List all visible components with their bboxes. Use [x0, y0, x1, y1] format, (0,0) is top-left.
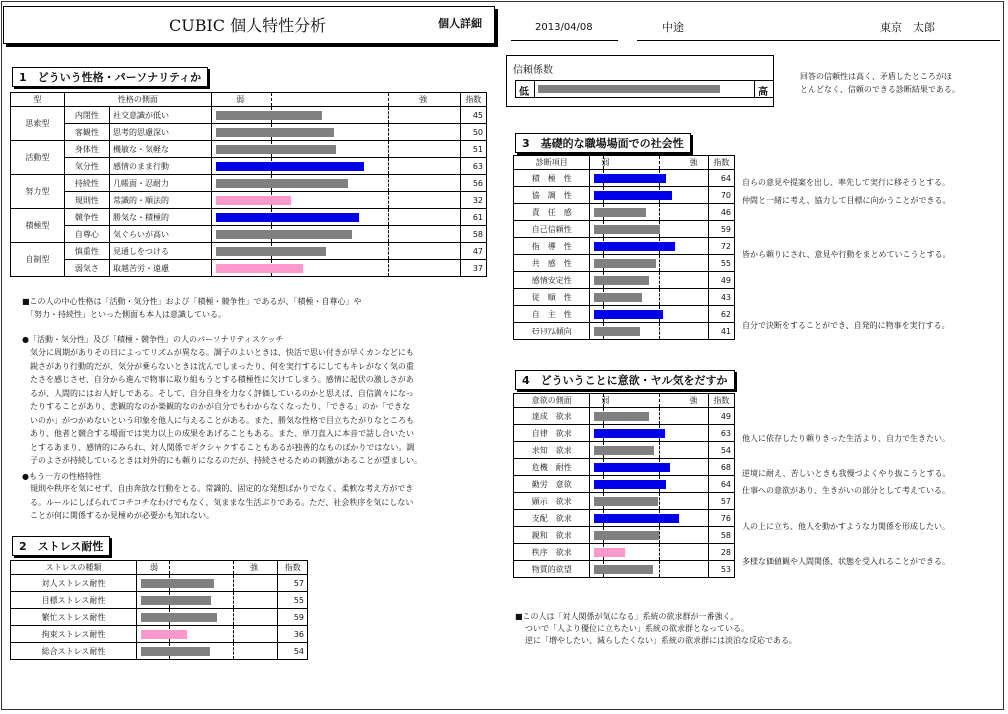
scale-gridline [659, 442, 660, 458]
score-bar-cell [590, 459, 708, 476]
score-bar [216, 128, 334, 137]
item-label: 協 調 性 [514, 187, 590, 204]
score-bar-cell [212, 158, 461, 175]
table-row [514, 408, 735, 425]
scale-gridline [388, 124, 389, 140]
item-label: 自己信頼性 [514, 221, 590, 238]
item-score: 57 [708, 493, 734, 510]
item-label: ﾓﾗﾄﾘｱﾑ傾向 [514, 323, 590, 340]
item-score: 64 [708, 170, 734, 187]
table-row [11, 260, 487, 277]
stress-score: 36 [278, 626, 308, 643]
score-bar [141, 630, 187, 639]
trait-description: 気ぐらいが高い [109, 226, 211, 243]
table-row [514, 238, 735, 255]
item-label: 自律 欲求 [514, 425, 590, 442]
item-score: 43 [708, 289, 734, 306]
score-bar [594, 293, 642, 302]
score-bar [141, 613, 217, 622]
scale-header [590, 156, 708, 170]
score-bar [594, 531, 659, 540]
score-bar-cell [590, 493, 708, 510]
item-comment: 多様な価値観や人間関係、状態を受入れることができる。 [742, 556, 950, 566]
score-bar [216, 230, 352, 239]
scale-gridline [659, 544, 660, 560]
item-label: 責 任 感 [514, 204, 590, 221]
score-bar [594, 463, 670, 472]
score-bar [594, 412, 649, 421]
col-aspect-header: 性格の側面 [64, 93, 211, 107]
score-bar-cell [590, 221, 708, 238]
score-bar-cell [590, 561, 708, 578]
trait-description: 見通しをつける [109, 243, 211, 260]
col-score-header: 指数 [708, 156, 734, 170]
trait-name: 持続性 [64, 175, 109, 192]
s4-summary-1: ■この人は「対人関係が気になる」系統の欲求群が一番強く、 [515, 612, 739, 621]
report-category: 中途 [662, 21, 684, 34]
date-underline [511, 40, 618, 41]
scale-gridline [659, 408, 660, 424]
report-date: 2013/04/08 [535, 22, 593, 33]
item-label: 顕示 欲求 [514, 493, 590, 510]
table-row [11, 192, 487, 209]
stress-score: 57 [278, 575, 308, 592]
s4-summary-3: 逆に「増やしたい、減らしたくない」系統の欲求群には淡泊な反応である。 [525, 636, 797, 645]
score-bar-cell [590, 544, 708, 561]
score-bar [594, 480, 666, 489]
trait-score: 56 [460, 175, 486, 192]
col-stress-header: ストレスの種類 [11, 561, 137, 575]
table-row [514, 459, 735, 476]
table-header-row [514, 156, 735, 170]
section3-heading: 3 基礎的な職場場面での社会性 [515, 133, 691, 153]
scale-gridline [271, 93, 272, 106]
scale-gridline [169, 561, 170, 574]
score-bar [594, 208, 646, 217]
item-score: 55 [708, 255, 734, 272]
score-bar-cell [590, 323, 708, 340]
table-row [514, 306, 735, 323]
trait-name: 身体性 [64, 141, 109, 158]
table-row [514, 170, 735, 187]
score-bar-cell [590, 425, 708, 442]
scale-weak-label: 弱 [601, 396, 610, 405]
stress-type: 拘束ストレス耐性 [11, 626, 137, 643]
scale-gridline [659, 323, 660, 339]
table-row [11, 592, 308, 609]
item-label: 共 感 性 [514, 255, 590, 272]
trait-description: 几帳面・忍耐力 [109, 175, 211, 192]
trait-score: 51 [460, 141, 486, 158]
reliability-high-label: 高 [758, 87, 768, 98]
item-label: 従 順 性 [514, 289, 590, 306]
score-bar [594, 514, 679, 523]
table-row [514, 493, 735, 510]
item-label: 自 主 性 [514, 306, 590, 323]
reliability-bar [538, 85, 720, 93]
trait-name: 規則性 [64, 192, 109, 209]
scale-gridline [233, 575, 234, 591]
score-bar-cell [590, 255, 708, 272]
item-label: 求知 欲求 [514, 442, 590, 459]
scale-gridline [659, 289, 660, 305]
item-score: 54 [708, 442, 734, 459]
item-score: 76 [708, 510, 734, 527]
col-score-header: 指数 [708, 394, 734, 408]
scale-gridline [233, 643, 234, 659]
trait-score: 50 [460, 124, 486, 141]
table-row [514, 510, 735, 527]
score-bar-cell [590, 442, 708, 459]
item-comment: 仕事への意欲があり、生きがいの部分として考えている。 [742, 486, 950, 496]
score-bar-cell [212, 243, 461, 260]
score-bar-cell [137, 609, 278, 626]
scale-gridline [388, 175, 389, 191]
score-bar [594, 565, 653, 574]
score-bar [216, 179, 348, 188]
score-bar-cell [590, 289, 708, 306]
score-bar-cell [590, 272, 708, 289]
scale-weak-label: 弱 [601, 158, 610, 167]
score-bar-cell [590, 204, 708, 221]
score-bar [141, 596, 211, 605]
score-bar-cell [212, 141, 461, 158]
item-score: 41 [708, 323, 734, 340]
scale-gridline [659, 204, 660, 220]
item-comment: 仲間と一緒に考え、協力して目標に向かうことができる。 [742, 195, 951, 205]
scale-gridline [388, 209, 389, 225]
score-bar-cell [590, 408, 708, 425]
trait-name: 客観性 [64, 124, 109, 141]
table-row [11, 609, 308, 626]
table-row [514, 561, 735, 578]
table-row [514, 187, 735, 204]
score-bar [141, 647, 210, 656]
section1-heading: 1 どういう性格・パーソナリティか [12, 67, 208, 87]
personality-group: 積極型 [11, 209, 65, 243]
trait-score: 63 [460, 158, 486, 175]
s4-summary-2: ついで「人より優位に立ちたい」系統の欲求群となっている。 [525, 624, 749, 633]
scale-weak-label: 弱 [236, 95, 245, 104]
item-comment: 自分で決断をすることができ、自発的に物事を実行する。 [742, 321, 950, 331]
score-bar [141, 579, 214, 588]
stress-table [10, 560, 308, 660]
personality-group: 思索型 [11, 107, 65, 141]
score-bar [216, 213, 359, 222]
reliability-box [506, 55, 774, 107]
score-bar [216, 196, 291, 205]
report-title: CUBIC 個人特性分析 [169, 16, 327, 35]
score-bar-cell [212, 192, 461, 209]
item-comment: 人の上に立ち、他人を動かすような力関係を形成したい。 [742, 521, 950, 531]
trait-score: 32 [460, 192, 486, 209]
score-bar-cell [590, 527, 708, 544]
item-comment: 逆境に耐え、苦しいときも我慢づよくやり抜こうとする。 [742, 468, 951, 478]
score-bar [594, 174, 666, 183]
trait-name: 弱気さ [64, 260, 109, 277]
trait-score: 58 [460, 226, 486, 243]
trait-description: 思考的思慮深い [109, 124, 211, 141]
section4-heading: 4 どういうことに意欲・ヤル気をだすか [515, 370, 735, 390]
other-trait-title: ●もう一方の性格特性 [22, 472, 101, 481]
scale-gridline [388, 226, 389, 242]
item-score: 49 [708, 272, 734, 289]
scale-gridline [388, 93, 389, 106]
reliability-label: 信頼係数 [513, 65, 553, 76]
scale-gridline [233, 561, 234, 574]
table-row [514, 289, 735, 306]
score-bar [216, 111, 322, 120]
trait-score: 37 [460, 260, 486, 277]
reliability-comment-1: 回答の信頼性は高く、矛盾したところがほ [800, 72, 952, 81]
item-score: 46 [708, 204, 734, 221]
col-score-header: 指数 [460, 93, 486, 107]
scale-gridline [233, 609, 234, 625]
col-score-header: 指数 [278, 561, 308, 575]
item-score: 63 [708, 425, 734, 442]
stress-type: 対人ストレス耐性 [11, 575, 137, 592]
col-item-header: 意欲の側面 [514, 394, 590, 408]
table-row [514, 272, 735, 289]
scale-gridline [659, 493, 660, 509]
item-score: 53 [708, 561, 734, 578]
score-bar [216, 162, 364, 171]
trait-description: 常識的・順法的 [109, 192, 211, 209]
scale-gridline [388, 141, 389, 157]
stress-score: 55 [278, 592, 308, 609]
scale-weak-label: 弱 [150, 563, 159, 572]
scale-gridline [659, 156, 660, 169]
score-bar-cell [590, 238, 708, 255]
scale-gridline [388, 158, 389, 174]
score-bar-cell [212, 124, 461, 141]
item-comment: 他人に依存したり頼りきった生活より、自力で生きたい。 [742, 433, 950, 443]
section2-heading: 2 ストレス耐性 [12, 536, 110, 556]
score-bar-cell [212, 209, 461, 226]
scale-gridline [233, 592, 234, 608]
trait-score: 47 [460, 243, 486, 260]
score-bar-cell [590, 510, 708, 527]
item-label: 積 極 性 [514, 170, 590, 187]
scale-gridline [659, 561, 660, 577]
trait-description: 機敏な・気軽な [109, 141, 211, 158]
col-item-header: 診断項目 [514, 156, 590, 170]
scale-strong-label: 強 [689, 158, 698, 167]
score-bar [594, 276, 649, 285]
personality-group: 活動型 [11, 141, 65, 175]
table-row [11, 175, 487, 192]
table-row [11, 158, 487, 175]
item-score: 58 [708, 527, 734, 544]
score-bar-cell [137, 592, 278, 609]
scale-strong-label: 強 [419, 95, 428, 104]
item-score: 64 [708, 476, 734, 493]
score-bar-cell [212, 260, 461, 277]
scale-header [137, 561, 278, 575]
item-label: 勤労 意欲 [514, 476, 590, 493]
personality-group: 自制型 [11, 243, 65, 277]
stress-type: 目標ストレス耐性 [11, 592, 137, 609]
scale-gridline [388, 243, 389, 259]
score-bar [594, 225, 660, 234]
reliability-comment-2: とんどなく、信頼のできる診断結果である。 [800, 85, 960, 94]
score-bar [594, 497, 658, 506]
scale-gridline [659, 272, 660, 288]
table-row [514, 544, 735, 561]
reliability-scale [515, 80, 774, 98]
table-row [11, 243, 487, 260]
item-label: 指 導 性 [514, 238, 590, 255]
item-label: 秩序 欲求 [514, 544, 590, 561]
scale-gridline [388, 260, 389, 276]
score-bar-cell [590, 476, 708, 493]
person-name: 東京 太郎 [880, 21, 935, 34]
motivation-table [513, 393, 735, 578]
table-row [11, 643, 308, 660]
trait-name: 慎重性 [64, 243, 109, 260]
table-row [11, 124, 487, 141]
scale-gridline [659, 527, 660, 543]
table-row [514, 323, 735, 340]
trait-name: 内閉性 [64, 107, 109, 124]
sketch-title: ●「活動・気分性」及び「積極・競争性」の人のパーソナリティスケッチ [22, 335, 284, 344]
item-score: 68 [708, 459, 734, 476]
item-score: 70 [708, 187, 734, 204]
report-title-box [3, 6, 495, 44]
table-row [11, 107, 487, 124]
item-score: 49 [708, 408, 734, 425]
scale-strong-label: 強 [689, 396, 698, 405]
score-bar-cell [137, 626, 278, 643]
s1-summary-2: 「努力・持続性」といった側面も本人は意識している。 [22, 310, 226, 319]
score-bar [216, 264, 303, 273]
item-label: 物質的欲望 [514, 561, 590, 578]
name-underline [637, 40, 1000, 41]
score-bar [594, 242, 675, 251]
score-bar-cell [590, 187, 708, 204]
trait-name: 競争性 [64, 209, 109, 226]
other-trait-body: 規則や秩序を気にせず、自由奔放な行動をとる。常識的、固定的な発想ばかりでなく、柔軟な考え方ができ る。ルールにしばられてコチコチなわけでもなく、気ままな生活ぶりである。ただ、社会秩序を気にしない ことが何に関係するか見極めが必要かも知れない。 [29, 484, 414, 520]
score-bar [594, 310, 663, 319]
scale-header [590, 394, 708, 408]
score-bar-cell [137, 643, 278, 660]
stress-score: 54 [278, 643, 308, 660]
trait-name: 自尊心 [64, 226, 109, 243]
stress-type: 繁忙ストレス耐性 [11, 609, 137, 626]
score-bar-cell [590, 170, 708, 187]
stress-type: 総合ストレス耐性 [11, 643, 137, 660]
table-header-row [11, 93, 487, 107]
report-subtitle: 個人詳細 [438, 17, 482, 30]
item-score: 62 [708, 306, 734, 323]
score-bar [216, 247, 326, 256]
item-label: 感情安定性 [514, 272, 590, 289]
scale-gridline [388, 107, 389, 123]
table-row [11, 226, 487, 243]
item-score: 72 [708, 238, 734, 255]
item-label: 支配 欲求 [514, 510, 590, 527]
table-row [514, 221, 735, 238]
trait-description: 勝気な・積極的 [109, 209, 211, 226]
score-bar [594, 259, 656, 268]
s1-summary-1: ■この人の中心性格は「活動・気分性」および「積極・競争性」であるが、「積極・自尊心」や [22, 297, 362, 306]
scale-gridline [233, 626, 234, 642]
item-score: 59 [708, 221, 734, 238]
personality-group: 努力型 [11, 175, 65, 209]
table-row [514, 476, 735, 493]
scale-gridline [659, 255, 660, 271]
item-label: 親和 欲求 [514, 527, 590, 544]
stress-score: 59 [278, 609, 308, 626]
item-label: 危機 耐性 [514, 459, 590, 476]
sketch-body: 気分に周期がありその日によってリズムが異なる。調子のよいときは、快活で思い付きが早くカンなどにも 鋭さがあり行動的だが、気分が乗らないときは沈んでしまったり、何を実行するにしてもキレがなく気の重 たさを感じさせ、自分から進んで物事に取り組もうとする積極性に欠けてしまう。感情に起伏の激しさがあ るが、人間的にはお人好しである。そして、自分自身を力なく評価しているのかと思えば、自信満々になっ たりすることがあり、悲観的なのか楽観的なのかが自分でもわからなくなったり、「できる」のか「できな いのか」がつかめないという印象を他人に与えることがある。また、勝気な性格で目立ちたがりなところも あり、他者と競合する場面では実力以上の成果をあげることもある。また、単刀直入に本音で話し合いたい とするあまり、感情的にみられ、対人関係でギクシャクすることもあるが独善的なものばかりではない。調 子のよさが持続しているときは対外的にも頼りになるのだが、持続させるための刺激があることが望ましい。 [29, 348, 422, 465]
score-bar-cell [137, 575, 278, 592]
score-bar [594, 446, 654, 455]
score-bar-cell [212, 226, 461, 243]
reliability-low-label: 低 [519, 87, 529, 98]
table-row [11, 141, 487, 158]
score-bar-cell [212, 107, 461, 124]
item-comment: 自らの意見や提案を出し、率先して実行に移そうとする。 [742, 178, 950, 187]
table-row [514, 255, 735, 272]
col-type-header: 型 [11, 93, 65, 107]
item-label: 達成 欲求 [514, 408, 590, 425]
table-row [514, 442, 735, 459]
scale-header [212, 93, 461, 107]
trait-score: 61 [460, 209, 486, 226]
scale-strong-label: 強 [250, 563, 259, 572]
score-bar [594, 429, 665, 438]
item-comment: 皆から頼りにされ、意見や行動をまとめていこうとする。 [742, 249, 951, 259]
table-row [11, 575, 308, 592]
score-bar [594, 548, 625, 557]
table-row [514, 527, 735, 544]
scale-gridline [659, 394, 660, 407]
item-score: 28 [708, 544, 734, 561]
personality-table [10, 92, 487, 277]
trait-description: 感情のまま行動 [109, 158, 211, 175]
score-bar [594, 191, 672, 200]
score-bar-cell [212, 175, 461, 192]
table-header-row [514, 394, 735, 408]
score-bar [216, 145, 336, 154]
table-row [514, 425, 735, 442]
social-table [513, 155, 735, 340]
table-row [11, 209, 487, 226]
trait-description: 取越苦労・遠慮 [109, 260, 211, 277]
table-row [11, 626, 308, 643]
scale-gridline [388, 192, 389, 208]
score-bar-cell [590, 306, 708, 323]
table-header-row [11, 561, 308, 575]
trait-score: 45 [460, 107, 486, 124]
score-bar [594, 327, 640, 336]
table-row [514, 204, 735, 221]
trait-description: 社交意識が低い [109, 107, 211, 124]
trait-name: 気分性 [64, 158, 109, 175]
